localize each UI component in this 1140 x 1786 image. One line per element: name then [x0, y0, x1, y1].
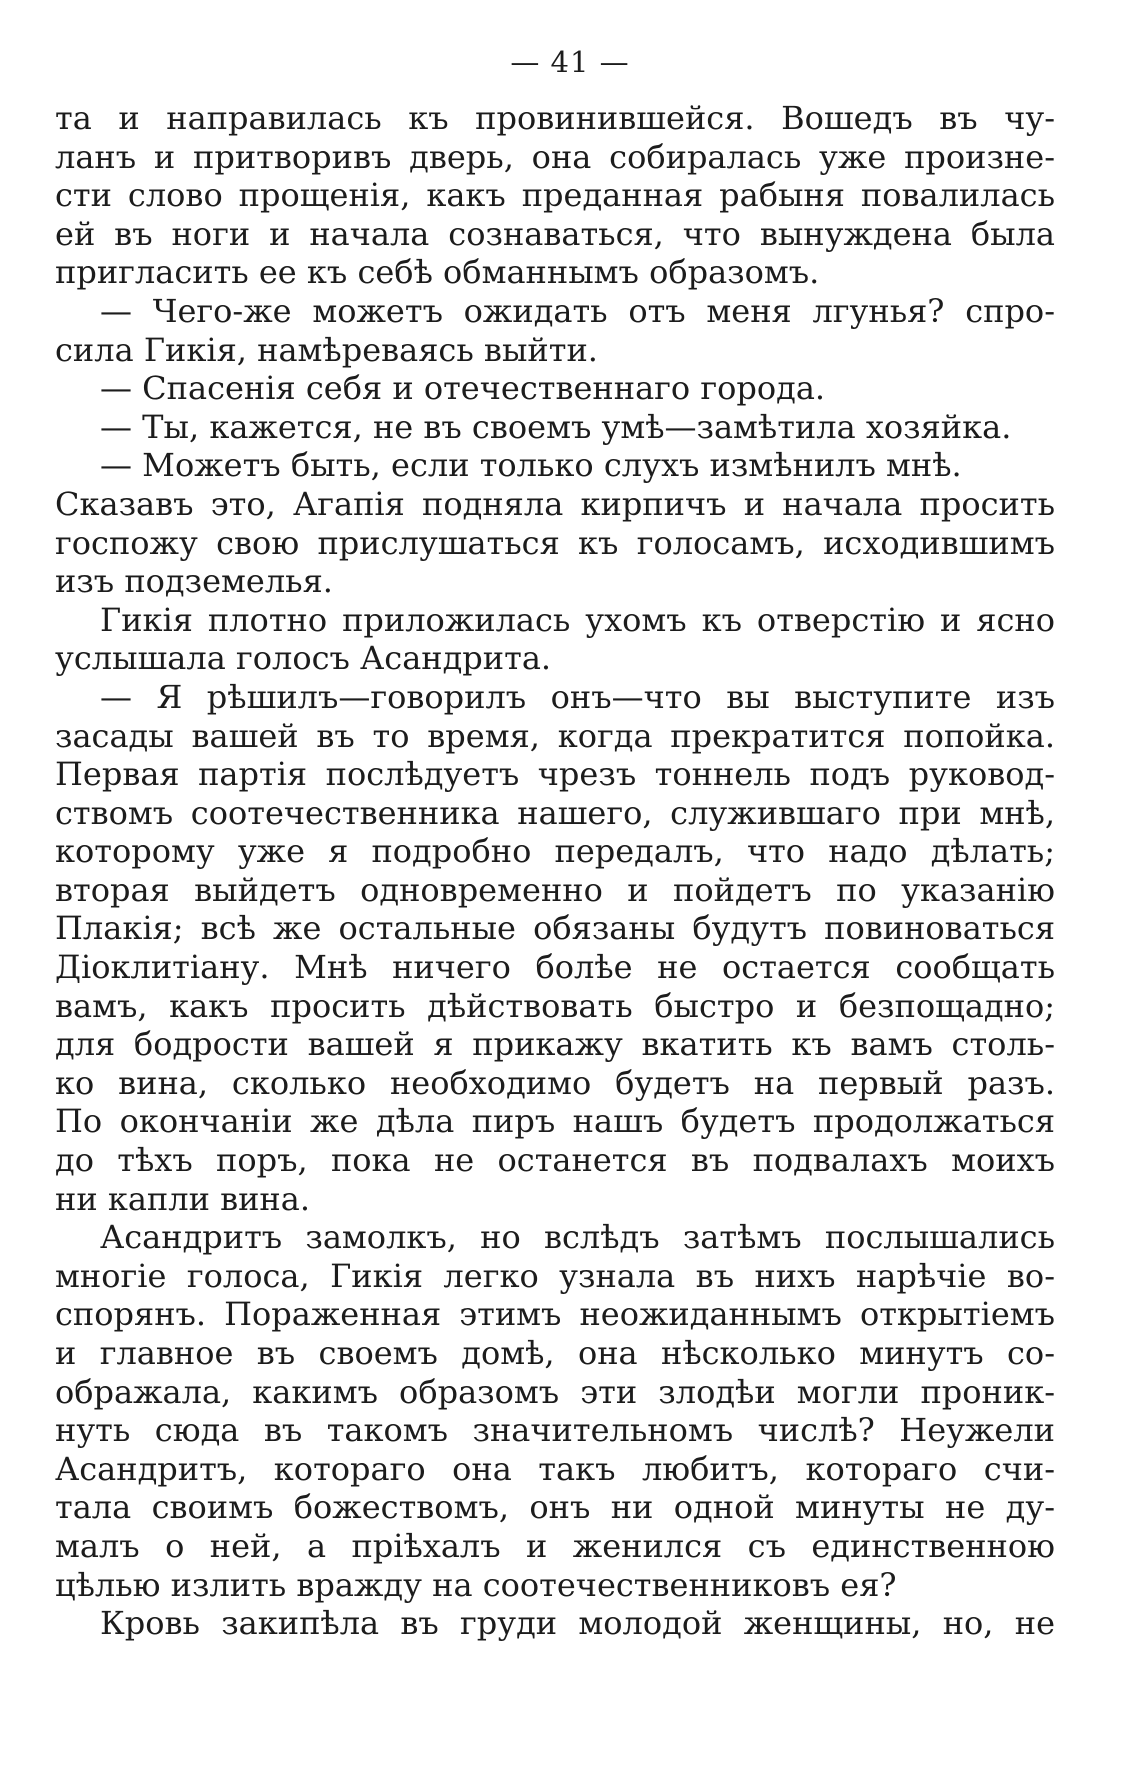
- text-line: вторая выйдетъ одновременно и пойдетъ по указанію: [55, 870, 1055, 909]
- text-line: — Я рѣшилъ—говорилъ онъ—что вы выступите изъ: [100, 677, 1055, 716]
- text-line: тала своимъ божествомъ, онъ ни одной минуты не ду-: [55, 1488, 1055, 1527]
- text-line: спорянъ. Пораженная этимъ неожиданнымъ открытіемъ: [55, 1295, 1055, 1334]
- text-line: засады вашей въ то время, когда прекратится попойка.: [55, 716, 1055, 755]
- text-line: госпожу свою прислушаться къ голосамъ, исходившимъ: [55, 523, 1055, 562]
- text-line: сила Гикія, намѣреваясь выйти.: [55, 330, 598, 369]
- text-line: многіе голоса, Гикія легко узнала въ нихъ нарѣчіе во-: [55, 1256, 1055, 1295]
- text-line: — Спасенія себя и отечественнаго города.: [100, 369, 826, 408]
- text-line: Асандритъ замолкъ, но вслѣдъ затѣмъ послышались: [100, 1218, 1055, 1257]
- text-line: ображала, какимъ образомъ эти злодѣи могли проник-: [55, 1372, 1055, 1411]
- text-line: для бодрости вашей я прикажу вкатить къ вамъ столь-: [55, 1025, 1055, 1064]
- text-line: Кровь закипѣла въ груди молодой женщины, но, не: [100, 1604, 1055, 1643]
- text-line: малъ о ней, а пріѣхалъ и женился съ единственною: [55, 1526, 1055, 1565]
- text-line: до тѣхъ поръ, пока не останется въ подвалахъ моихъ: [55, 1141, 1055, 1180]
- text-line: ствомъ соотечественника нашего, служившаго при мнѣ,: [55, 793, 1055, 832]
- text-line: ланъ и притворивъ дверь, она собиралась уже произне-: [55, 137, 1055, 176]
- text-line: — Чего-же можетъ ожидать отъ меня лгунья? спро-: [100, 291, 1055, 330]
- text-line: цѣлью излить вражду на соотечественниковъ ея?: [55, 1565, 897, 1604]
- text-line: вамъ, какъ просить дѣйствовать быстро и безпощадно;: [55, 986, 1055, 1025]
- text-line: та и направилась къ провинившейся. Вошедъ въ чу-: [55, 99, 1055, 137]
- text-line: ей въ ноги и начала сознаваться, что вынуждена была: [55, 214, 1055, 253]
- text-line: услышала голосъ Асандрита.: [55, 639, 552, 678]
- text-line: По окончаніи же дѣла пиръ нашъ будетъ продолжаться: [55, 1102, 1055, 1141]
- text-line: Діоклитіану. Мнѣ ничего болѣе не остается сообщать: [55, 948, 1055, 987]
- text-line: Плакія; всѣ же остальные обязаны будутъ повиноваться: [55, 909, 1055, 948]
- text-line: нуть сюда въ такомъ значительномъ числѣ? Неужели: [55, 1411, 1055, 1450]
- text-line: ко вина, сколько необходимо будетъ на первый разъ.: [55, 1063, 1055, 1102]
- text-line: Асандритъ, котораго она такъ любитъ, котораго счи-: [55, 1449, 1055, 1488]
- text-line: ни капли вина.: [55, 1179, 310, 1218]
- text-line: Первая партія послѣдуетъ чрезъ тоннель подъ руковод-: [55, 755, 1055, 794]
- page-number: — 41 —: [510, 45, 630, 79]
- text-line: и главное въ своемъ домѣ, она нѣсколько минутъ со-: [55, 1334, 1055, 1372]
- text-line: сти слово прощенія, какъ преданная рабыня повалилась: [55, 176, 1055, 215]
- text-line: которому уже я подробно передалъ, что надо дѣлать;: [55, 832, 1055, 871]
- page-text: [55, 99, 1055, 1643]
- text-line: пригласить ее къ себѣ обманнымъ образомъ.: [55, 253, 820, 292]
- text-line: Сказавъ это, Агапія подняла кирпичъ и начала просить: [55, 484, 1055, 523]
- text-line: — Ты, кажется, не въ своемъ умѣ—замѣтила хозяйка.: [100, 407, 1012, 446]
- text-line: Гикія плотно приложилась ухомъ къ отверстію и ясно: [100, 600, 1055, 639]
- text-line: изъ подземелья.: [55, 562, 333, 601]
- text-line: — Можетъ быть, если только слухъ измѣнилъ мнѣ.: [100, 446, 962, 485]
